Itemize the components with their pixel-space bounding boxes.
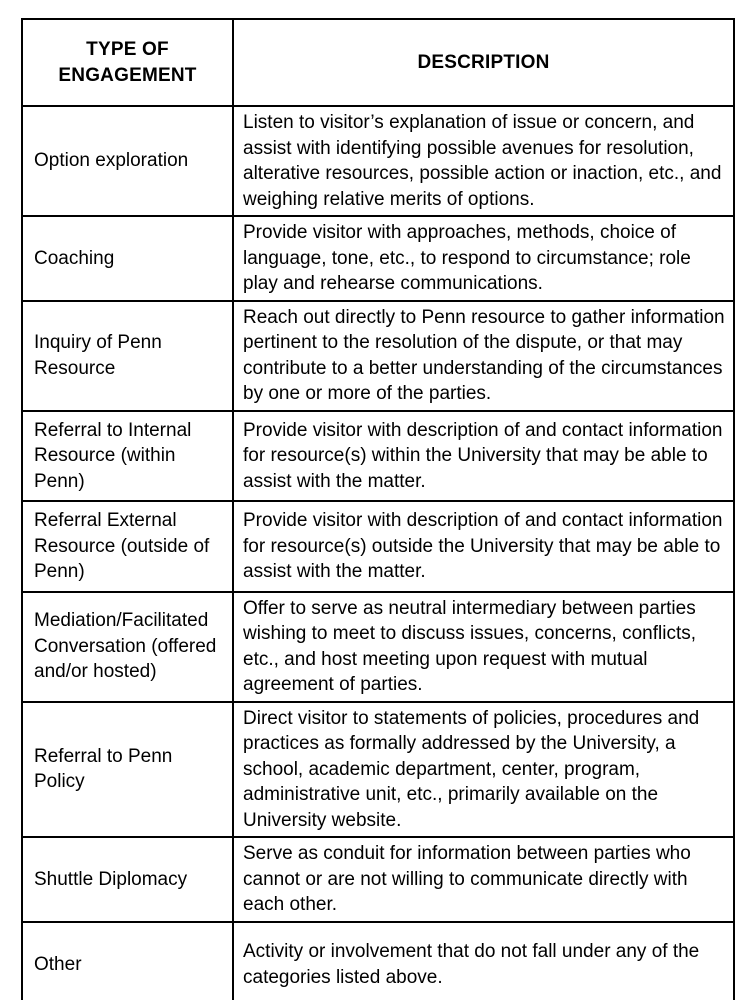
engagement-description-cell: Provide visitor with description of and contact information for resource(s) outside the University that may be able to assist with the matter. bbox=[233, 501, 734, 592]
engagement-description-cell: Activity or involvement that do not fall under any of the categories listed above. bbox=[233, 922, 734, 1000]
engagement-description-cell: Listen to visitor’s explanation of issue or concern, and assist with identifying possible avenues for resolution, alterative resources, possible action or inaction, etc., and weighing relative merits of options. bbox=[233, 106, 734, 216]
engagement-description-cell: Direct visitor to statements of policies, procedures and practices as formally addressed by the University, a school, academic department, center, program, administrative unit, etc., primarily available on the University website. bbox=[233, 702, 734, 838]
engagement-description-cell: Serve as conduit for information between parties who cannot or are not willing to communicate directly with each other. bbox=[233, 837, 734, 922]
table-row bbox=[22, 106, 734, 216]
column-header-type-of-engagement: TYPE OF ENGAGEMENT bbox=[22, 19, 233, 106]
table-row bbox=[22, 702, 734, 838]
table-row bbox=[22, 216, 734, 301]
engagement-type-cell: Shuttle Diplomacy bbox=[22, 837, 233, 922]
engagement-type-cell: Mediation/Facilitated Conversation (offered and/or hosted) bbox=[22, 592, 233, 702]
engagement-type-cell: Referral to Penn Policy bbox=[22, 702, 233, 838]
table-row bbox=[22, 592, 734, 702]
engagement-type-cell: Inquiry of Penn Resource bbox=[22, 301, 233, 411]
column-header-description: DESCRIPTION bbox=[233, 19, 734, 106]
table-row bbox=[22, 501, 734, 592]
engagement-description-cell: Offer to serve as neutral intermediary between parties wishing to meet to discuss issues, concerns, conflicts, etc., and host meeting upon request with mutual agreement of parties. bbox=[233, 592, 734, 702]
table-row bbox=[22, 837, 734, 922]
engagement-description-cell: Provide visitor with approaches, methods, choice of language, tone, etc., to respond to circumstance; role play and rehearse communications. bbox=[233, 216, 734, 301]
engagement-type-cell: Coaching bbox=[22, 216, 233, 301]
engagement-types-table bbox=[21, 18, 735, 1000]
engagement-type-cell: Option exploration bbox=[22, 106, 233, 216]
table-header-row bbox=[22, 19, 734, 106]
table-row bbox=[22, 301, 734, 411]
engagement-description-cell: Reach out directly to Penn resource to gather information pertinent to the resolution of the dispute, or that may contribute to a better understanding of the circumstances by one or more of the parties. bbox=[233, 301, 734, 411]
engagement-type-cell: Other bbox=[22, 922, 233, 1000]
table-row bbox=[22, 922, 734, 1000]
engagement-type-cell: Referral External Resource (outside of Penn) bbox=[22, 501, 233, 592]
engagement-type-cell: Referral to Internal Resource (within Penn) bbox=[22, 411, 233, 502]
table-row bbox=[22, 411, 734, 502]
engagement-description-cell: Provide visitor with description of and contact information for resource(s) within the University that may be able to assist with the matter. bbox=[233, 411, 734, 502]
